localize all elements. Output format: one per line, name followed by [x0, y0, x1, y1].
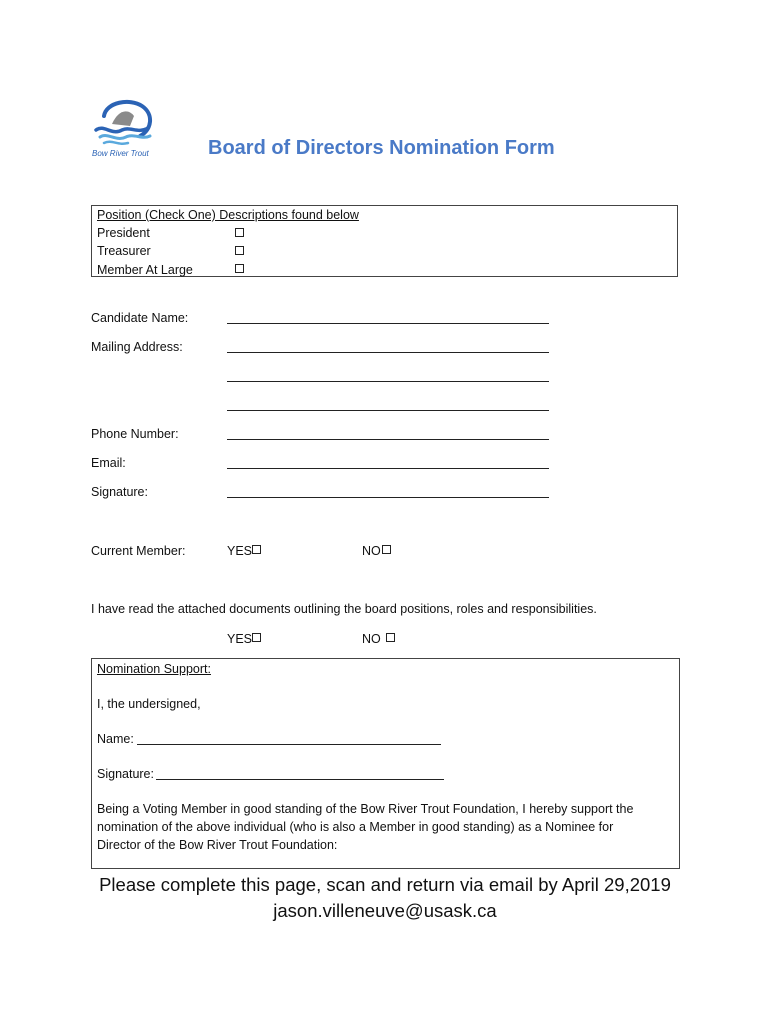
email-field[interactable]	[227, 468, 549, 469]
signature-label: Signature:	[91, 485, 148, 499]
nomination-support-heading: Nomination Support:	[97, 662, 211, 676]
fish-logo-icon	[90, 96, 160, 162]
mailing-address-label: Mailing Address:	[91, 340, 183, 354]
supporter-signature-field[interactable]	[156, 779, 444, 780]
nomination-support-statement: Being a Voting Member in good standing of the Bow River Trout Foundation, I hereby support the nomination of the above individual (who is also a Member in good standing) as a Nominee for Director of the Bow River Trout Foundation:	[97, 802, 634, 852]
signature-field[interactable]	[227, 497, 549, 498]
current-member-yes-checkbox[interactable]	[252, 545, 261, 554]
acknowledgement-no-label: NO	[362, 632, 381, 646]
current-member-yes-label: YES	[227, 544, 253, 558]
supporter-name-label: Name:	[97, 732, 134, 746]
acknowledgement-yes-label: YES	[227, 632, 253, 646]
president-checkbox[interactable]	[235, 228, 244, 237]
acknowledgement-yes-checkbox[interactable]	[252, 633, 261, 642]
bow-river-trout-logo	[90, 96, 160, 162]
page-title: Board of Directors Nomination Form	[208, 137, 555, 159]
current-member-no-label: NO	[362, 544, 381, 558]
position-label-member-at-large: Member At Large	[97, 263, 193, 277]
candidate-name-field[interactable]	[227, 323, 549, 324]
logo-text: Bow River Trout	[92, 149, 149, 158]
position-label-treasurer: Treasurer	[97, 244, 151, 258]
nomination-support-intro: I, the undersigned,	[97, 697, 201, 711]
position-heading: Position (Check One) Descriptions found below	[97, 208, 359, 222]
supporter-signature-label: Signature:	[97, 767, 154, 781]
mailing-address-field-1[interactable]	[227, 352, 549, 353]
current-member-label: Current Member:	[91, 544, 186, 558]
phone-number-field[interactable]	[227, 439, 549, 440]
phone-number-label: Phone Number:	[91, 427, 179, 441]
mailing-address-field-3[interactable]	[227, 410, 549, 411]
candidate-name-label: Candidate Name:	[91, 311, 189, 325]
footer-email: jason.villeneuve@usask.ca	[273, 900, 497, 921]
footer-instruction: Please complete this page, scan and return via email by April 29,2019	[99, 874, 671, 895]
member-at-large-checkbox[interactable]	[235, 264, 244, 273]
mailing-address-field-2[interactable]	[227, 381, 549, 382]
supporter-name-field[interactable]	[137, 744, 441, 745]
current-member-no-checkbox[interactable]	[382, 545, 391, 554]
position-label-president: President	[97, 226, 150, 240]
email-label: Email:	[91, 456, 126, 470]
treasurer-checkbox[interactable]	[235, 246, 244, 255]
acknowledgement-no-checkbox[interactable]	[386, 633, 395, 642]
acknowledgement-text: I have read the attached documents outlining the board positions, roles and responsibilities.	[91, 602, 597, 616]
